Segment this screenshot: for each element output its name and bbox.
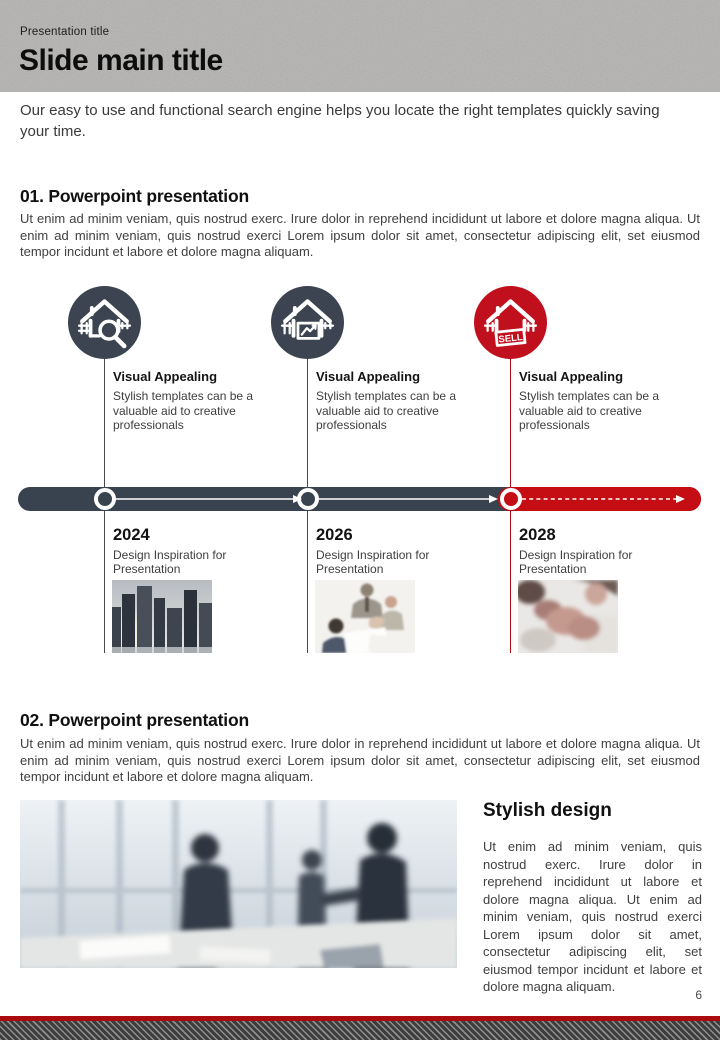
year-caption: Design Inspiration for Presentation	[316, 548, 430, 576]
year-label: 2024	[113, 526, 150, 544]
section1-body: Ut enim ad minim veniam, quis nostrud exerc. Irure dolor in reprehend incididunt ut labore et dolore magna aliqua. Ut enim ad minim veniam, quis nostrud exerci Lorem ipsum dolor sit amet, consectetur adipiscing elit, set eiusmod tempor incidunt et labore et dolore magna aliquam.	[20, 211, 700, 259]
stylish-design-heading: Stylish design	[483, 800, 612, 821]
feature-text: Stylish templates can be a valuable aid to creative professionals	[113, 389, 254, 432]
timeline-node-2028	[500, 488, 522, 510]
intro-text: Our easy to use and functional search engine helps you locate the right templates quickly saving your time.	[20, 102, 660, 140]
photo-applause	[518, 580, 618, 653]
feature-text: Stylish templates can be a valuable aid to creative professionals	[519, 389, 660, 432]
timeline-node-2024	[94, 488, 116, 510]
connector-line-below-2028	[510, 511, 511, 653]
timeline-arrows	[18, 487, 701, 511]
photo-office-meeting	[20, 800, 457, 968]
section2-body: Ut enim ad minim veniam, quis nostrud exerc. Irure dolor in reprehend incididunt ut labore et dolore magna aliqua. Ut enim ad minim veniam, quis nostrud exerci Lorem ipsum dolor sit amet, consectetur adipiscing elit, set eiusmod tempor incidunt et labore et dolore magna aliquam.	[20, 736, 700, 784]
slide-main-title: Slide main title	[19, 44, 223, 77]
year-label: 2026	[316, 526, 353, 544]
year-block-2024	[113, 526, 283, 576]
section1-heading: 01. Powerpoint presentation	[20, 186, 249, 206]
header-band	[0, 0, 720, 92]
connector-line-2026	[307, 359, 308, 487]
connector-line-below-2026	[307, 511, 308, 653]
footer-striped-band	[0, 1021, 720, 1040]
feature-block-2028	[519, 369, 679, 433]
feature-block-2026	[316, 369, 476, 433]
milestone-circle-2024	[68, 286, 141, 359]
milestone-circle-2028	[474, 286, 547, 359]
office-meeting-image	[20, 800, 457, 968]
feature-title: Visual Appealing	[316, 369, 421, 384]
presentation-title: Presentation title	[20, 26, 110, 38]
photo-business-meeting	[315, 580, 415, 653]
feature-title: Visual Appealing	[113, 369, 218, 384]
page-number: 6	[695, 988, 702, 1002]
city-skyline-image	[112, 580, 212, 653]
year-label: 2028	[519, 526, 556, 544]
year-block-2028	[519, 526, 689, 576]
house-search-icon	[74, 292, 135, 353]
feature-block-2024	[113, 369, 273, 433]
stylish-design-body: Ut enim ad minim veniam, quis nostrud exerc. Irure dolor in reprehend incididunt ut labore et dolore magna aliqua. Ut enim ad minim veniam, quis nostrud exerci Lorem ipsum dolor sit amet, consectetur adipiscing elit, set eiusmod tempor incidunt et labore et dolore magna aliquam.	[483, 839, 702, 994]
feature-title: Visual Appealing	[519, 369, 624, 384]
sell-sign-label: SELL	[497, 332, 524, 346]
house-chart-icon	[277, 292, 338, 353]
house-sell-icon	[480, 292, 541, 353]
feature-text: Stylish templates can be a valuable aid to creative professionals	[316, 389, 457, 432]
year-caption: Design Inspiration for Presentation	[113, 548, 227, 576]
section2-heading: 02. Powerpoint presentation	[20, 710, 249, 730]
connector-line-2024	[104, 359, 105, 487]
timeline-node-2026	[297, 488, 319, 510]
photo-city-skyline	[112, 580, 212, 653]
connector-line-2028	[510, 359, 511, 487]
year-caption: Design Inspiration for Presentation	[519, 548, 633, 576]
year-block-2026	[316, 526, 486, 576]
connector-line-below-2024	[104, 511, 105, 653]
milestone-circle-2026	[271, 286, 344, 359]
business-meeting-image	[315, 580, 415, 653]
applause-image	[518, 580, 618, 653]
